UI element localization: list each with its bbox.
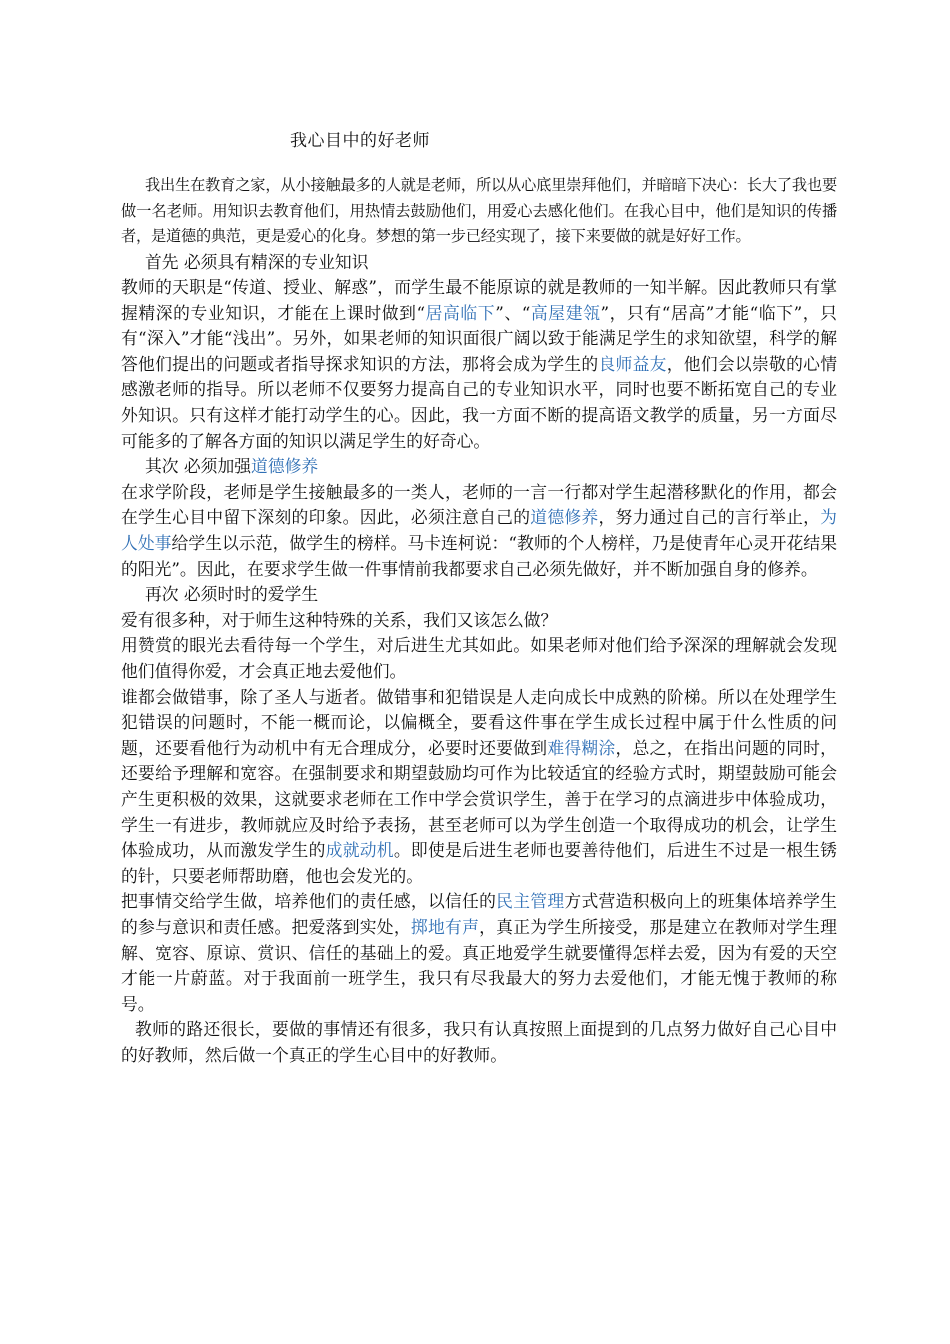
text-run: 谁都会做错事，除了圣人与逝者。做错事和犯错误是人走向成长中成熟的阶梯。所以在处理学生犯错误的问题时，不能一概而论，以偏概全，要看这件事在学生成长过程中属于什么性质的问题，还要看他行为动机中有无合理成分，必要时还要做到 xyxy=(121,686,837,758)
text-run: ，努力通过自己的言行举止， xyxy=(598,507,821,528)
section-3-paragraph-2: 用赞赏的眼光去看待每一个学生，对后进生尤其如此。如果老师对他们给予深深的理解就会发现他们值得你爱，才会真正地去爱他们。 xyxy=(121,635,837,681)
link-dao-de-xiu-yang-heading[interactable]: 道德修养 xyxy=(251,456,319,477)
link-liang-shi-yi-you[interactable]: 良师益友 xyxy=(598,353,667,374)
section-3-paragraph-3 xyxy=(121,685,837,890)
text-run: 。即使是后进生老师也要善待他们，后进生不过是一根生锈的针，只要老师帮助磨，他也会发光的。 xyxy=(121,840,837,886)
section-3-paragraph-4 xyxy=(121,889,837,1017)
page-title: 我心目中的好老师 xyxy=(290,131,430,151)
text-run: 方式营造积极向上的班集体培养学生的参与意识和责任感。把爱落到实处， xyxy=(121,891,837,937)
conclusion-paragraph: 教师的路还很长，要做的事情还有很多，我只有认真按照上面提到的几点努力做好自己心目中的好教师，然后做一个真正的学生心目中的好教师。 xyxy=(121,1019,837,1065)
section-3-heading: 再次 必须时时的爱学生 xyxy=(145,584,319,605)
link-cheng-jiu-dong-ji[interactable]: 成就动机 xyxy=(325,840,394,861)
link-min-zhu-guan-li[interactable]: 民主管理 xyxy=(496,891,565,912)
heading-text: 其次 必须加强 xyxy=(145,456,252,477)
link-dao-de-xiu-yang[interactable]: 道德修养 xyxy=(530,507,599,528)
section-1-paragraph xyxy=(121,275,837,454)
section-2-heading xyxy=(121,454,837,480)
text-run: ”，只有“居高”才能“临下”，只有“深入”才能“浅出”。另外，如果老师的知识面很广阔以致于能满足学生的求知欲望，科学的解答他们提出的问题或者指导探求知识的方法，那将会成为学生的 xyxy=(121,302,837,374)
text-run: ，真正为学生所接受，那是建立在教师对学生理解、宽容、原谅、赏识、信任的基础上的爱。真正地爱学生就要懂得怎样去爱，因为有爱的天空才能一片蔚蓝。对于我面前一班学生，我只有尽我最大的努力去爱他们，才能无愧于教师的称号。 xyxy=(121,916,837,1014)
text-run: 在求学阶段，老师是学生接触最多的一类人，老师的一言一行都对学生起潜移默化的作用，都会在学生心目中留下深刻的印象。因此，必须注意自己的 xyxy=(121,481,837,528)
link-nan-de-hu-tu[interactable]: 难得糊涂 xyxy=(547,737,616,758)
text-run: ，总之，在指出问题的同时，还要给予理解和宽容。在强制要求和期望鼓励均可作为比较适宜的经验方式时，期望鼓励可能会产生更积极的效果，这就要求老师在工作中学会赏识学生，善于在学习的点滴进步中体验成功，学生一有进步，教师就应及时给予表扬，甚至老师可以为学生创造一个取得成功的机会，让学生体验成功，从而激发学生的 xyxy=(121,737,837,861)
link-wei-ren-chu-shi[interactable]: 为人处事 xyxy=(121,507,837,554)
document-body xyxy=(121,173,837,1069)
link-gao-wu-jian-ling[interactable]: 高屋建瓴 xyxy=(530,302,601,323)
intro-paragraph: 我出生在教育之家，从小接触最多的人就是老师，所以从心底里崇拜他们，并暗暗下决心：长大了我也要做一名老师。用知识去教育他们，用热情去鼓励他们，用爱心去感化他们。在我心目中，他们是知识的传播者，是道德的典范，更是爱心的化身。梦想的第一步已经实现了，接下来要做的就是好好工作。 xyxy=(121,176,837,245)
link-ju-gao-lin-xia[interactable]: 居高临下 xyxy=(425,302,496,323)
section-2-paragraph xyxy=(121,480,837,582)
link-zhi-di-you-sheng[interactable]: 掷地有声 xyxy=(410,916,480,937)
section-3-paragraph-1: 爱有很多种，对于师生这种特殊的关系，我们又该怎么做？ xyxy=(121,609,558,630)
text-run: 把事情交给学生做，培养他们的责任感，以信任的 xyxy=(121,891,497,912)
text-run: ”、“ xyxy=(495,302,531,323)
text-run: ，他们会以崇敬的心情感激老师的指导。所以老师不仅要努力提高自己的专业知识水平，同时也要不断拓宽自己的专业外知识。只有这样才能打动学生的心。因此，我一方面不断的提高语文教学的质量，另一方面尽可能多的了解各方面的知识以满足学生的好奇心。 xyxy=(121,353,837,451)
text-run: 给学生以示范，做学生的榜样。马卡连柯说：“教师的个人榜样，乃是使青年心灵开花结果的阳光”。因此，在要求学生做一件事情前我都要求自己必须先做好，并不断加强自身的修养。 xyxy=(121,533,837,579)
section-1-heading: 首先 必须具有精深的专业知识 xyxy=(145,251,369,272)
text-run: 教师的天职是“传道、授业、解惑”，而学生最不能原谅的就是教师的一知半解。因此教师只有掌握精深的专业知识，才能在上课时做到“ xyxy=(121,277,837,323)
